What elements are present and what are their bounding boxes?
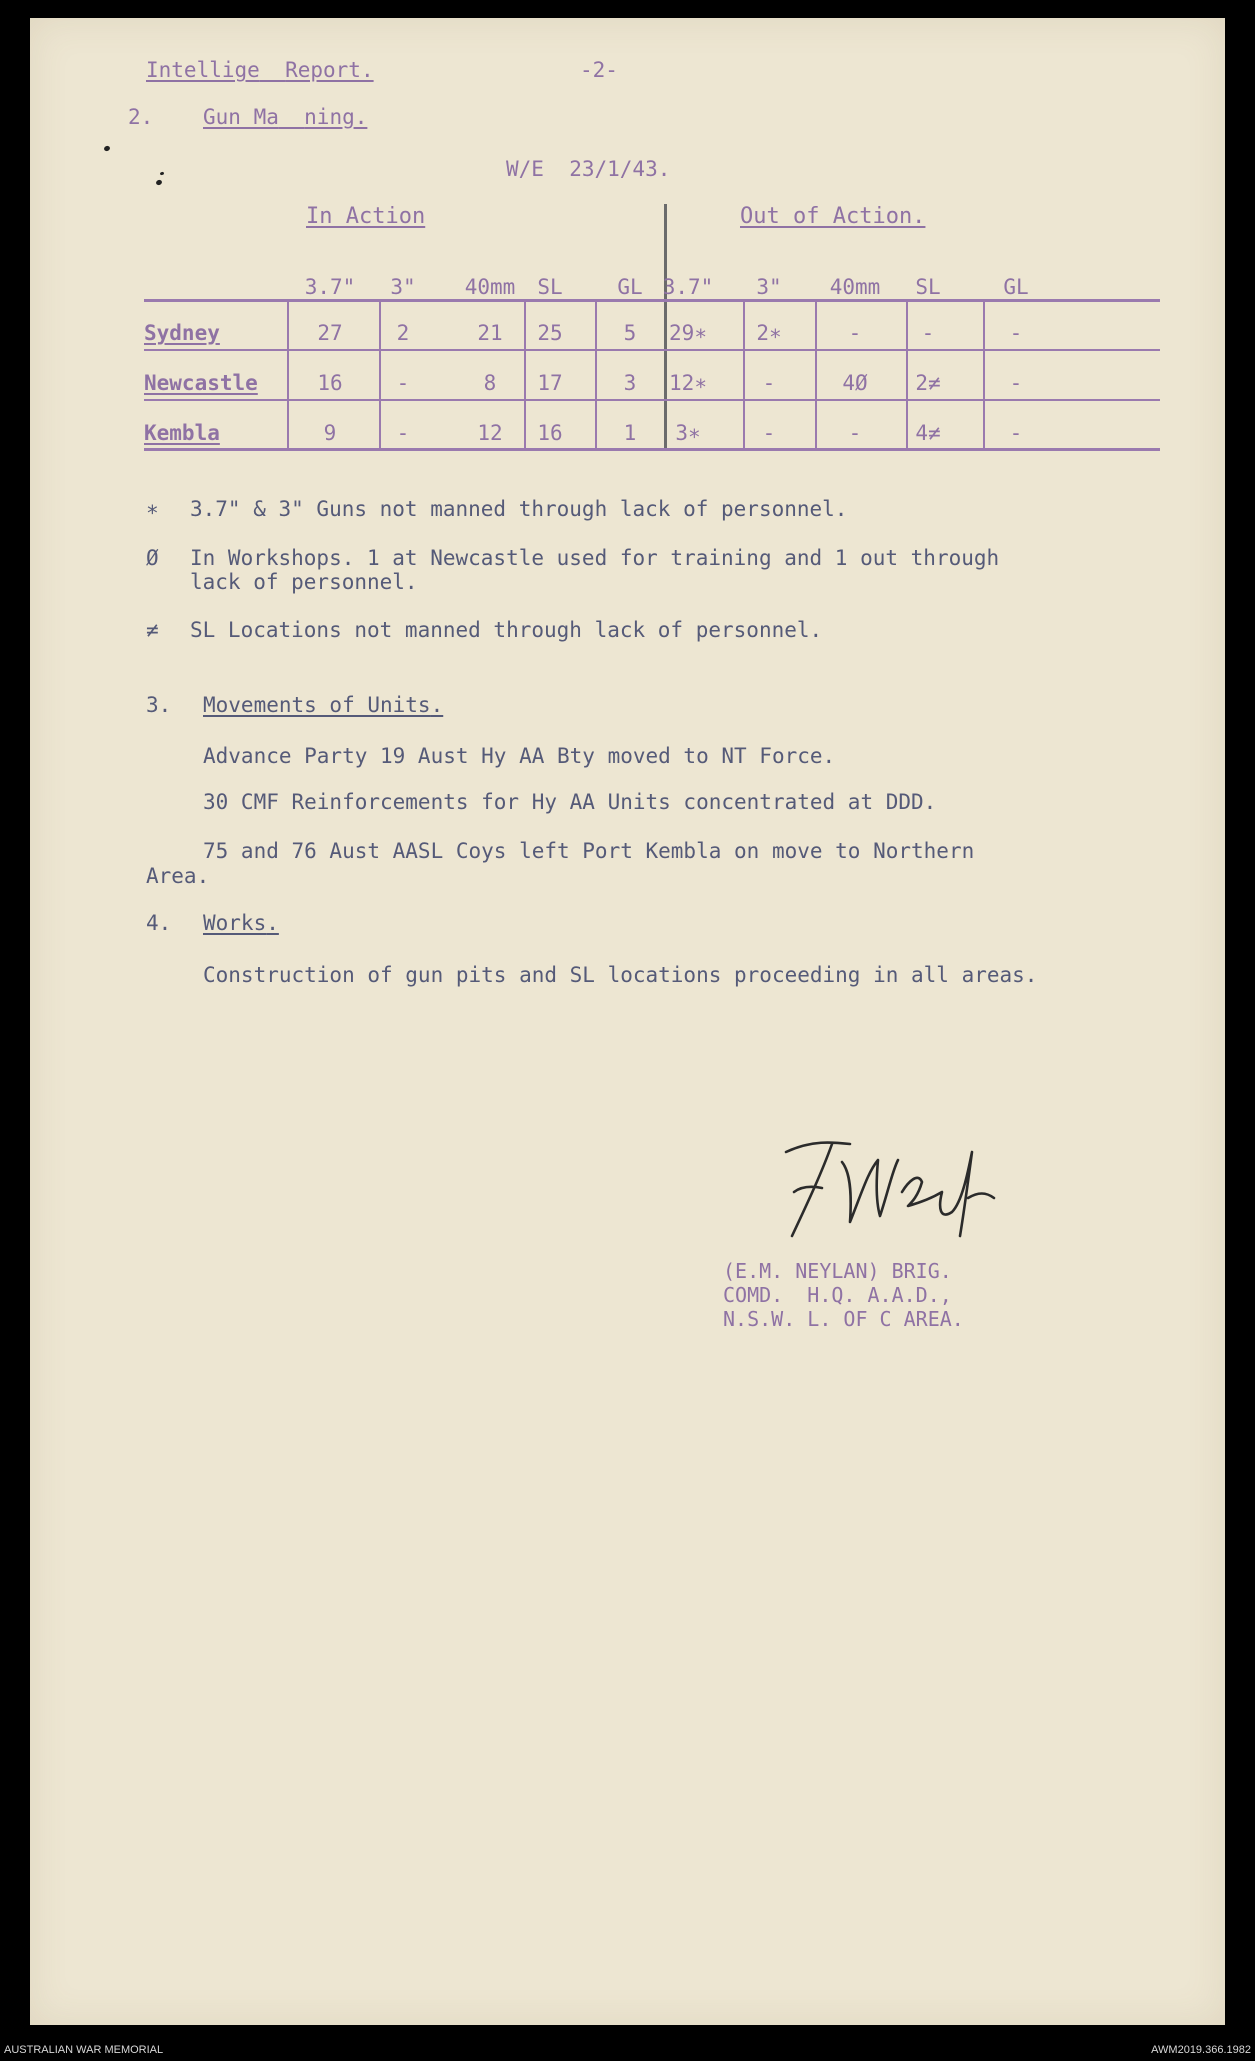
signature-line-3: N.S.W. L. OF C AREA. [723,1307,964,1331]
table-cell: - [848,321,862,345]
table-cell: 16 [317,371,343,395]
column-header: 3.7" [304,275,356,299]
section-2-heading [203,105,367,129]
footnote-symbol: ∗ [146,497,159,521]
table-cell: 5 [623,321,637,345]
column-header: GL [617,275,643,299]
table-cell: - [1009,321,1023,345]
table-cell: 2≠ [915,371,941,395]
table-column-rule [743,301,745,448]
table-cell: 17 [537,371,563,395]
week-ending-date: W/E 23/1/43. [506,157,671,181]
group-in-action: In Action [306,204,426,229]
document-page [30,18,1225,2025]
column-header: SL [915,275,941,299]
section-2-heading-end: ning. [304,105,368,129]
group-out-of-action: Out of Action. [740,204,926,229]
report-title-start: Intellige [146,58,260,82]
table-cell: - [848,421,862,445]
footnote-text: lack of personnel. [190,570,418,594]
table-row-rule [144,349,1160,351]
section-4-number: 4. [146,911,172,935]
table-cell: - [762,421,776,445]
footnote-symbol: Ø [146,546,159,570]
table-cell: 12∗ [669,371,707,395]
table-cell: 21 [477,321,503,345]
table-cell: 27 [317,321,343,345]
section-3-number: 3. [146,693,172,717]
column-header: 3.7" [662,275,714,299]
table-cell: 4Ø [842,371,868,395]
table-cell: 16 [537,421,563,445]
column-header: SL [537,275,563,299]
table-cell: 1 [623,421,637,445]
table-cell: 2 [396,321,410,345]
page-number: -2- [580,58,618,82]
section-4-heading: Works. [203,911,279,935]
report-title [146,58,374,82]
movement-item-3: 75 and 76 Aust AASL Coys left Port Kembla on move to Northern [203,839,975,863]
footnote-text: SL Locations not manned through lack of personnel. [190,618,823,642]
table-cell: 25 [537,321,563,345]
report-title-gap [260,58,285,82]
table-cell: - [396,371,410,395]
archive-reference: AWM2019.366.1982 [1151,2044,1251,2056]
column-header: 40mm [829,275,881,299]
table-column-rule [287,301,289,448]
table-row-rule [144,399,1160,401]
table-column-rule [983,301,985,448]
table-bottom-rule [144,448,1160,451]
signature-line-1: (E.M. NEYLAN) BRIG. [723,1259,952,1283]
works-text: Construction of gun pits and SL locations proceeding in all areas. [203,963,1038,987]
row-label: Newcastle [144,371,258,395]
table-cell: 8 [483,371,497,395]
table-cell: - [762,371,776,395]
table-cell: - [921,321,935,345]
table-cell: - [396,421,410,445]
table-column-rule [379,301,381,448]
row-label: Sydney [144,321,220,345]
column-header: GL [1003,275,1029,299]
section-3-heading: Movements of Units. [203,693,444,717]
table-cell: 12 [477,421,503,445]
signature-line-2: COMD. H.Q. A.A.D., [723,1283,952,1307]
report-title-end: Report. [285,58,374,82]
table-cell: - [1009,371,1023,395]
movement-item-1: Advance Party 19 Aust Hy AA Bty moved to NT Force. [203,744,836,768]
table-top-rule [144,299,1160,302]
table-column-rule [815,301,817,448]
movement-item-2: 30 CMF Reinforcements for Hy AA Units concentrated at DDD. [203,790,937,814]
handwritten-signature [772,1132,1002,1242]
table-cell: 29∗ [669,321,707,345]
column-header: 3" [390,275,416,299]
section-3-heading-text: Movements of Units [203,693,431,717]
section-2-number: 2. [128,105,154,129]
column-header: 3" [756,275,782,299]
column-header: 40mm [464,275,516,299]
table-cell: 3 [623,371,637,395]
table-cell: 9 [323,421,337,445]
movement-item-3-continued: Area. [146,864,210,888]
table-cell: - [1009,421,1023,445]
table-column-rule [906,301,908,448]
archive-credit: AUSTRALIAN WAR MEMORIAL [4,2044,164,2056]
section-2-heading-start: Gun Ma [203,105,279,129]
table-cell: 3∗ [675,421,701,445]
section-4-heading-text: Works [203,911,267,935]
table-cell: 4≠ [915,421,941,445]
table-column-rule [524,301,526,448]
footnote-text: In Workshops. 1 at Newcastle used for training and 1 out through [190,546,1000,570]
row-label: Kembla [144,421,220,445]
table-cell: 2∗ [756,321,782,345]
table-column-rule [595,301,597,448]
footnote-text: 3.7" & 3" Guns not manned through lack of personnel. [190,497,848,521]
footnote-symbol: ≠ [146,618,159,642]
